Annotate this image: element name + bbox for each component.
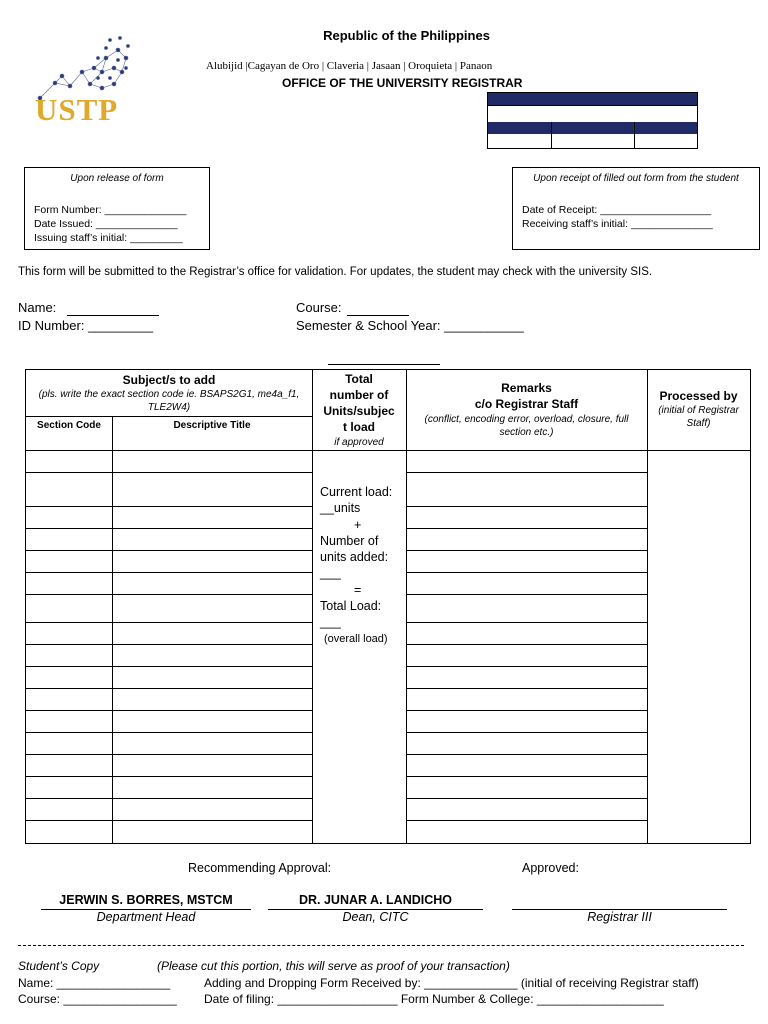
row-divider [26,472,313,473]
row-divider [406,622,647,623]
release-stub-title: Upon release of form [70,173,164,184]
row-divider [406,506,647,507]
subjects-title: Subject/s to add [122,373,216,387]
cut-line [18,945,744,946]
row-divider [26,754,313,755]
row-divider [406,754,647,755]
subjects-note: (pls. write the exact section code ie. BSAPS2G1, me4a_f1, TLE2W4) [38,389,300,413]
notice-text: This form will be submitted to the Registrar’s office for validation. For updates, the student may check with the university SIS. [18,266,653,278]
blank-line [328,364,440,365]
receipt-stub [512,167,760,250]
signer2-title: Dean, CITC [342,910,409,924]
remarks-subheader: c/o Registrar Staff [474,397,579,411]
row-divider [26,732,313,733]
logo-text: USTP [35,92,119,127]
row-divider [406,528,647,529]
receiving-staff-line: Receiving staff’s initial: ______________ [522,218,713,230]
id-number-field: ID Number: _________ [18,318,154,333]
campus-list: Alubijid |Cagayan de Oro | Claveria | Jasaan | Oroquieta | Panaon [206,60,493,72]
total-units-header-4: t load [343,420,375,434]
row-divider [406,644,647,645]
date-issued-line: Date Issued: ______________ [34,218,178,230]
total-units-header-2: number of [329,388,389,402]
row-divider [26,528,313,529]
row-divider [406,710,647,711]
row-divider [26,506,313,507]
load-computation: Current load: __units + Number of units added: ___ = Total Load: ___ (overall load) [320,485,393,645]
signer1-name: JERWIN S. BORRES, MSTCM [59,893,233,907]
issuing-staff-line: Issuing staff’s initial: _________ [34,232,183,244]
row-divider [406,820,647,821]
course-underline [347,315,409,316]
copy-name-field: Name: _________________ [18,976,171,990]
descriptive-title-header: Descriptive Title [173,420,251,431]
release-stub [24,167,210,250]
row-divider [26,594,313,595]
total-units-header-1: Total [345,372,373,386]
row-divider [406,688,647,689]
receipt-stub-title: Upon receipt of filled out form from the student [533,173,739,184]
row-divider [26,798,313,799]
row-divider [26,710,313,711]
students-copy-label: Student’s Copy [18,959,100,973]
row-divider [26,622,313,623]
remarks-note: (conflict, encoding error, overload, closure, full section etc.) [424,414,629,438]
course-label: Course: [296,300,342,315]
semester-field: Semester & School Year: ___________ [296,318,524,333]
signer1-title: Department Head [96,910,196,924]
row-divider [406,572,647,573]
row-divider [406,732,647,733]
office-title: OFFICE OF THE UNIVERSITY REGISTRAR [282,76,523,90]
section-code-header: Section Code [37,420,101,431]
processed-by-header: Processed by [659,389,738,403]
date-receipt-line: Date of Receipt: ___________________ [522,204,712,216]
row-divider [26,644,313,645]
document-code-box [487,92,698,149]
approved-label: Approved: [522,861,579,875]
processed-by-note: (initial of Registrar Staff) [658,405,739,429]
row-divider [26,776,313,777]
remarks-header: Remarks [501,381,552,395]
received-by-field: Adding and Dropping Form Received by: ______________ (initial of receiving Registrar staff) [204,976,699,990]
row-divider [406,594,647,595]
name-label: Name: [18,300,57,315]
row-divider [26,820,313,821]
row-divider [406,776,647,777]
total-units-header-3: Units/subjec [323,404,395,418]
row-divider [26,550,313,551]
date-filing-field: Date of filing: __________________ Form Number & College: ___________________ [204,992,664,1006]
form-number-line: Form Number: ______________ [34,204,187,216]
subjects-table [25,369,751,844]
row-divider [406,550,647,551]
name-underline [67,315,159,316]
signer3-title: Registrar III [587,910,652,924]
row-divider [406,798,647,799]
row-divider [406,472,647,473]
republic-heading: Republic of the Philippines [323,28,490,43]
row-divider [26,572,313,573]
students-copy-instruction: (Please cut this portion, this will serve as proof of your transaction) [157,959,510,973]
row-divider [26,666,313,667]
row-divider [26,688,313,689]
recommending-approval-label: Recommending Approval: [188,861,332,875]
signer2-name: DR. JUNAR A. LANDICHO [298,893,452,907]
row-divider [406,666,647,667]
total-units-note: if approved [334,437,384,448]
copy-course-field: Course: _________________ [18,992,177,1006]
